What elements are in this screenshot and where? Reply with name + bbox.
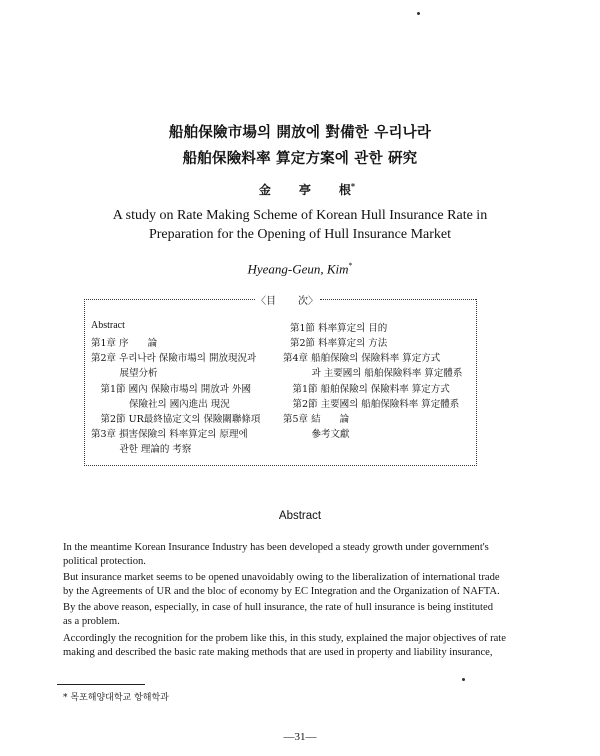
- english-author-mark: *: [348, 261, 353, 270]
- toc-item-right: 第5章 結 論: [283, 414, 350, 425]
- toc-item-left: 第2章 우리나라 保險市場의 開放現況과: [91, 353, 257, 364]
- english-author: [0, 261, 600, 277]
- print-speck: [462, 678, 465, 681]
- paragraph-line: But insurance market seems to be opened unavoidably owing to the liberalization of international trade: [63, 572, 500, 583]
- toc-item-left: 第1節 國內 保險市場의 開放과 外國: [91, 384, 251, 395]
- toc-item-right: 第1節 船舶保險의 保險料率 算定方式: [283, 384, 450, 395]
- paragraph-line: In the meantime Korean Insurance Industry has been developed a steady growth under government's: [63, 542, 489, 553]
- toc-heading-right: 次〉: [298, 296, 318, 307]
- paragraph-line: Accordingly the recognition for the probem like this, in this study, explained the major objectives of rate: [63, 633, 506, 644]
- footnote-rule: [57, 684, 145, 685]
- paragraph-line: By the above reason, especially, in case of hull insurance, the rate of hull insurance is being instituted: [63, 602, 493, 613]
- english-title-line-2: Preparation for the Opening of Hull Insurance Market: [148, 227, 452, 242]
- toc-heading-left: 〈目: [256, 296, 276, 307]
- toc-item-left: 保險社의 國內進出 現況: [91, 399, 230, 410]
- english-author-name: Hyeang-Geun, Kim: [247, 261, 349, 277]
- toc-item-right: 第1節 料率算定의 目的: [290, 323, 388, 334]
- toc-item-left: 展望分析: [91, 368, 158, 379]
- abstract-heading: Abstract: [278, 510, 322, 522]
- footnote: * 목포해양대학교 항해학과: [63, 693, 169, 703]
- print-speck: [417, 12, 420, 15]
- korean-author: [0, 181, 600, 198]
- toc-item-right: 第2節 料率算定의 方法: [290, 338, 388, 349]
- english-title-line-1: A study on Rate Making Scheme of Korean Hull Insurance Rate in: [112, 208, 488, 223]
- author-char-2: 亭: [298, 183, 311, 197]
- paragraph-line: by the Agreements of UR and the bloc of economy by EC Integration and the Organization of NAFTA.: [63, 586, 500, 597]
- abstract-paragraph: [63, 571, 518, 599]
- page-number: —31—: [283, 731, 317, 743]
- author-char-1: 金: [258, 183, 271, 197]
- toc-item-left: 第1章 序 論: [91, 338, 158, 349]
- paragraph-line: making and described the basic rate making methods that are used in property and liability insurance,: [63, 647, 493, 658]
- author-char-3: 根: [338, 183, 351, 197]
- toc-item-right: 第4章 船舶保險의 保險料率 算定方式: [283, 353, 441, 364]
- paragraph-line: political protection.: [63, 556, 146, 567]
- abstract-paragraph: [63, 601, 518, 629]
- toc-item-right: 第2節 主要國의 船舶保險料率 算定體系: [283, 399, 460, 410]
- abstract-paragraph: [63, 632, 518, 660]
- toc-item-left: 관한 理論的 考察: [91, 444, 192, 455]
- toc-item-left: Abstract: [91, 320, 125, 331]
- toc-item-left: 第3章 損害保險의 料率算定의 原理에: [91, 429, 248, 440]
- author-footnote-mark: *: [350, 181, 356, 191]
- paragraph-line: as a problem.: [63, 616, 120, 627]
- korean-title-line-1: 船舶保險市場의 開放에 對備한 우리나라: [168, 124, 432, 141]
- toc-item-left: 第2節 UR最終協定文의 保險關聯條項: [91, 414, 261, 425]
- korean-title-line-2: 船舶保險料率 算定方案에 관한 硏究: [182, 150, 418, 167]
- toc-heading: [254, 292, 320, 306]
- toc-item-right: 과 主要國의 船舶保險料率 算定體系: [283, 368, 463, 379]
- abstract-paragraph: [63, 541, 518, 569]
- toc-item-right: 參考文獻: [283, 429, 350, 440]
